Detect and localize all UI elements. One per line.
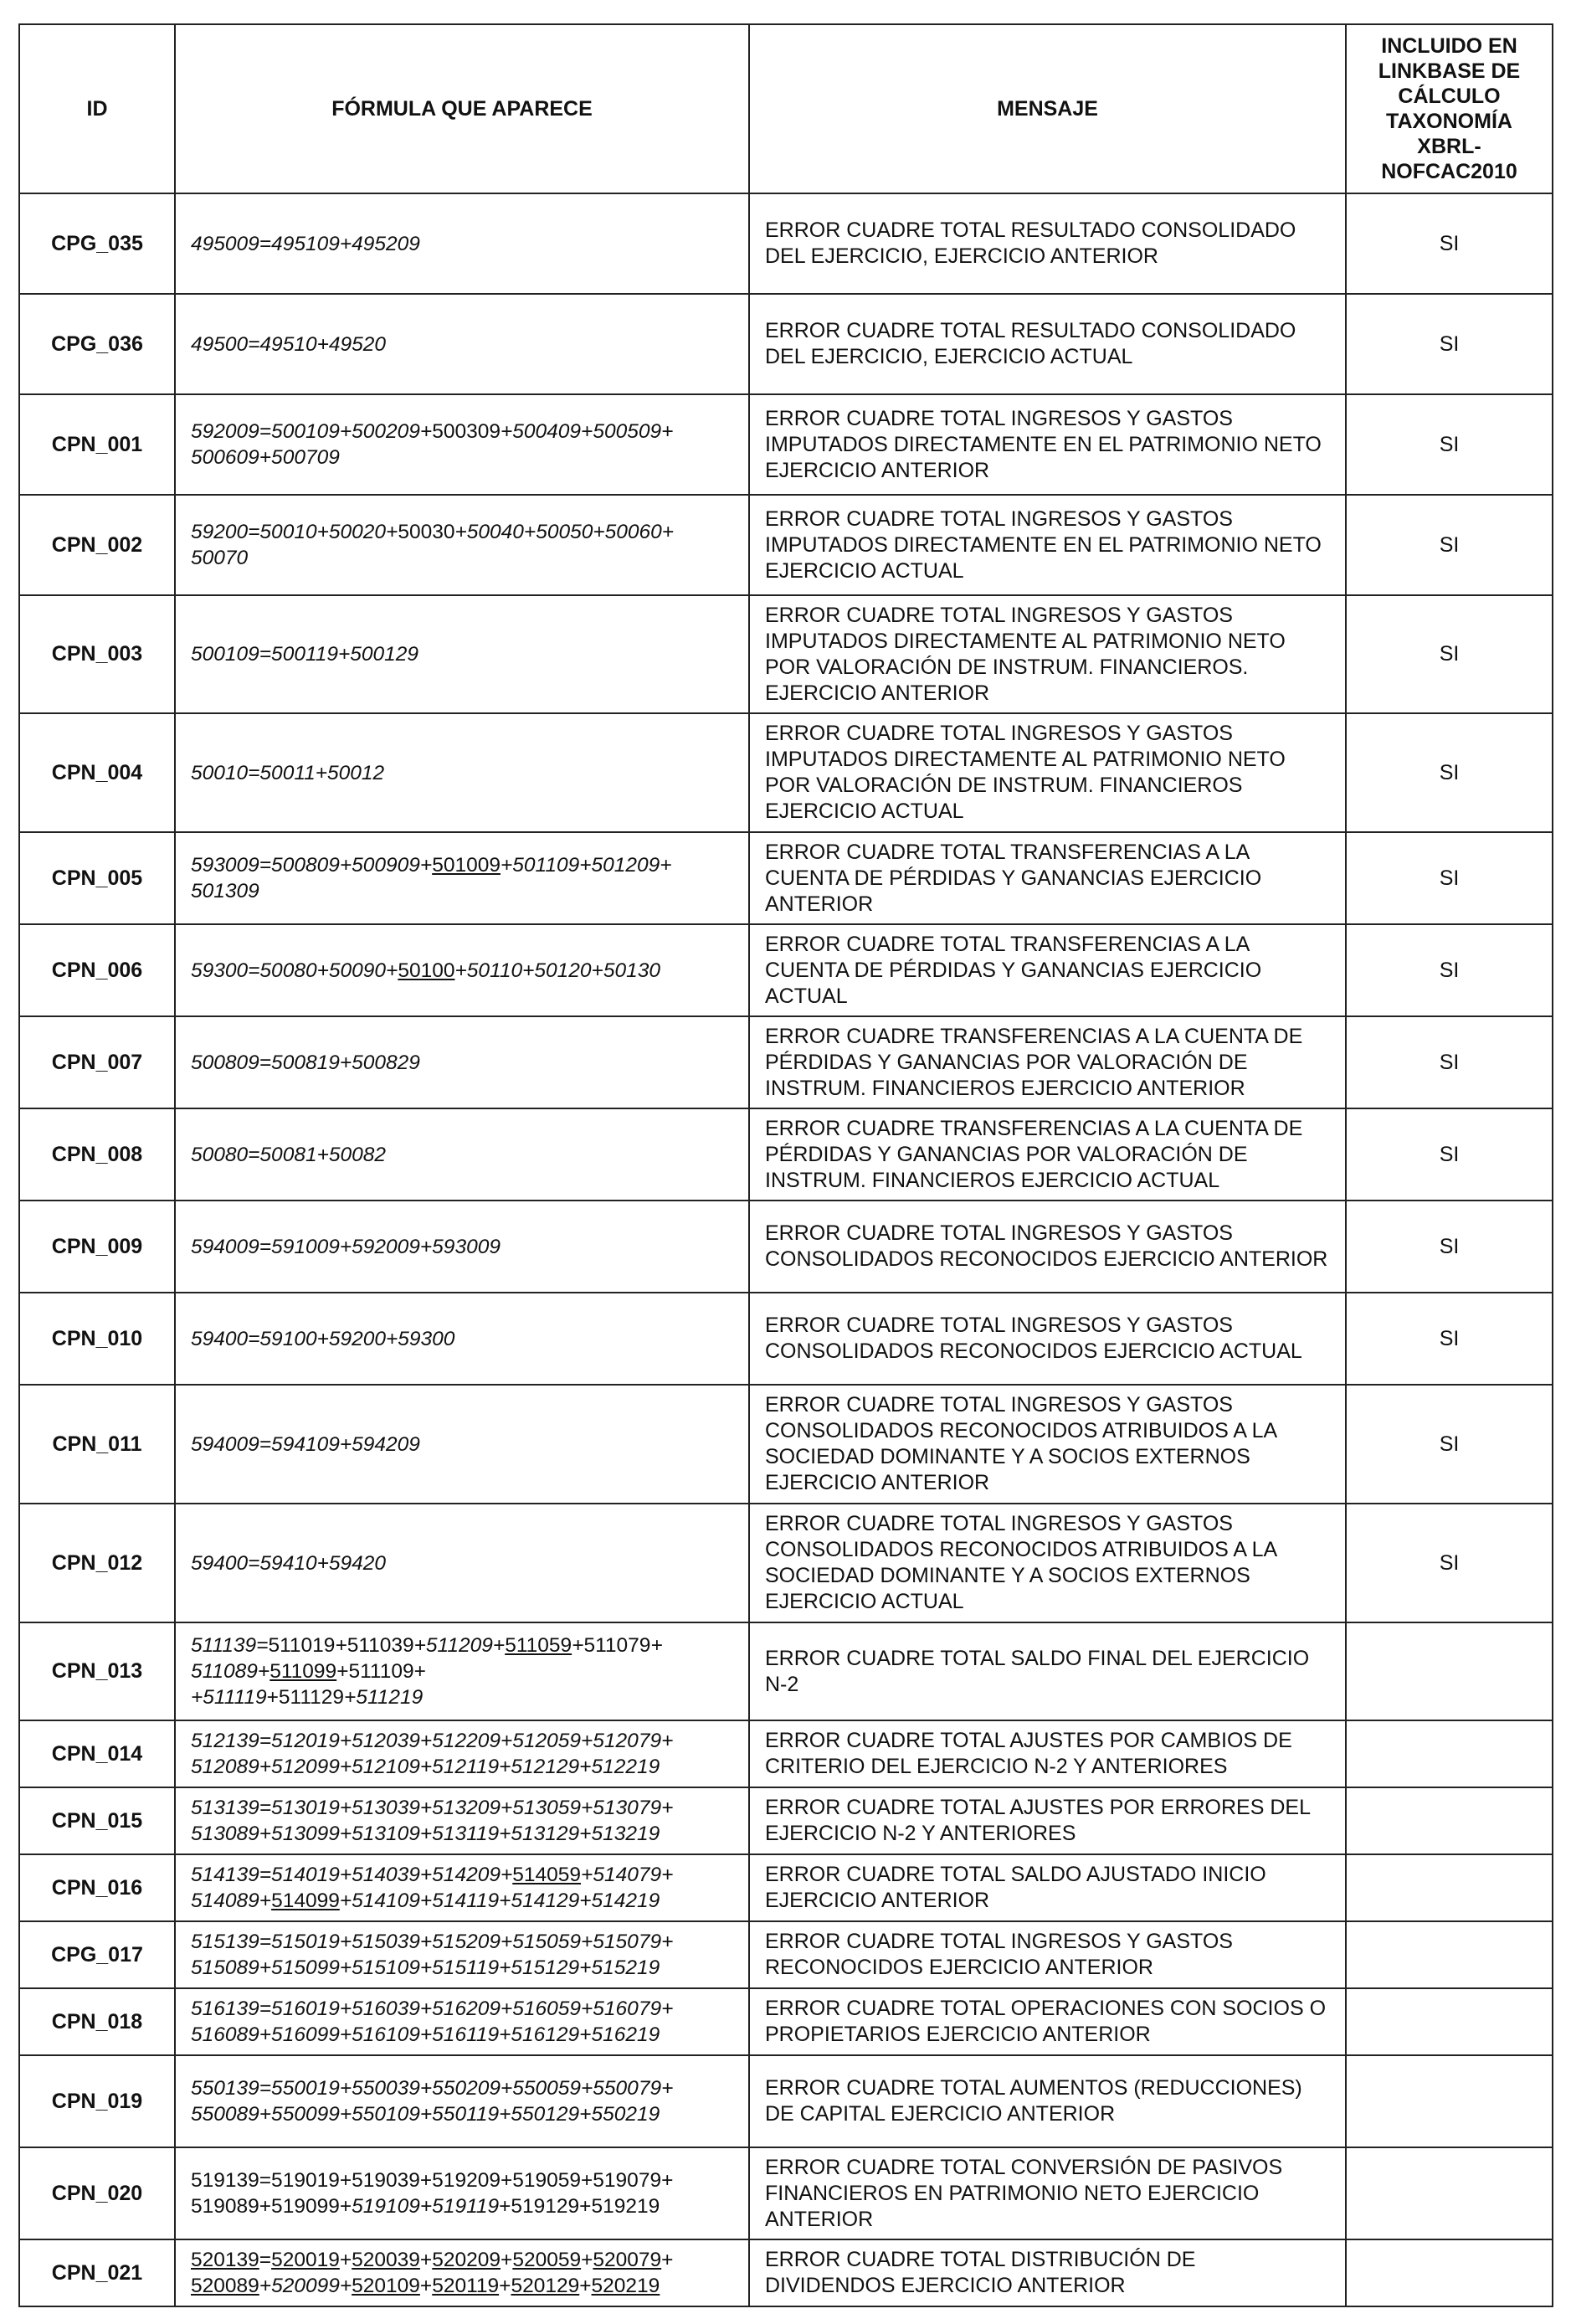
- rule-id-cell: CPN_008: [19, 1108, 175, 1201]
- formula-segment: +511109+: [336, 1660, 426, 1683]
- formula-cell: [175, 595, 749, 713]
- formula-segment: 519089+519099+: [191, 2195, 352, 2218]
- formula-segment: +500409+500509+: [500, 420, 674, 443]
- formula-segment: +: [335, 1634, 347, 1657]
- formula-segment: 592009=500109+500209+: [191, 420, 433, 443]
- formula-cell: [175, 1385, 749, 1504]
- formula-cell: [175, 1016, 749, 1108]
- rule-id-cell: CPN_005: [19, 832, 175, 924]
- table-row: [19, 2055, 1553, 2147]
- formula-cell: [175, 193, 749, 294]
- formula-segment: 495009=495109+495209: [191, 232, 420, 255]
- included-cell: [1346, 1720, 1553, 1787]
- included-cell: SI: [1346, 1504, 1553, 1622]
- message-cell: ERROR CUADRE TOTAL INGRESOS Y GASTOS CONSOLIDADOS RECONOCIDOS EJERCICIO ACTUAL: [749, 1293, 1346, 1385]
- formula-cell: [175, 495, 749, 595]
- document-page: [18, 23, 1552, 2307]
- formula-segment: 511019: [268, 1634, 336, 1657]
- formula-segment: +: [650, 1634, 663, 1657]
- formula-segment: 515089+515099+515109+515119+515129+515219: [191, 1956, 660, 1979]
- included-cell: [1346, 1622, 1553, 1720]
- formula-segment: 520139: [191, 2249, 259, 2271]
- included-cell: SI: [1346, 924, 1553, 1016]
- formula-segment: 515139=515019+515039+515209+515059+515079+: [191, 1931, 674, 1953]
- formula-segment: +514079+: [581, 1864, 674, 1886]
- formula-cell: [175, 2239, 749, 2306]
- table-row: [19, 1385, 1553, 1504]
- formula-segment: 514059: [512, 1864, 582, 1886]
- formula-segment: +: [419, 2275, 433, 2297]
- formula-segment: 511139=: [191, 1634, 269, 1657]
- formula-segment: 520059: [512, 2249, 582, 2271]
- formula-segment: 501009: [432, 854, 501, 877]
- formula-line: [191, 1821, 733, 1847]
- formula-line: [191, 1684, 733, 1710]
- formula-line: [191, 2101, 733, 2127]
- rule-id-cell: CPN_009: [19, 1201, 175, 1293]
- rule-id-cell: CPN_007: [19, 1016, 175, 1108]
- rule-id-cell: CPG_017: [19, 1921, 175, 1988]
- formula-cell: [175, 1854, 749, 1921]
- formula-segment: 50100: [398, 959, 455, 982]
- rule-id-cell: CPN_006: [19, 924, 175, 1016]
- included-cell: SI: [1346, 193, 1553, 294]
- table-row: [19, 595, 1553, 713]
- formula-cell: [175, 1504, 749, 1622]
- formula-cell: [175, 1108, 749, 1201]
- table-row: [19, 1201, 1553, 1293]
- rule-id-cell: CPN_010: [19, 1293, 175, 1385]
- rule-id-cell: CPN_011: [19, 1385, 175, 1504]
- formula-segment: 513089+513099+513109+513119+513129+513219: [191, 1823, 660, 1845]
- formula-line: [191, 1050, 733, 1076]
- message-cell: ERROR CUADRE TOTAL INGRESOS Y GASTOS IMPUTADOS DIRECTAMENTE EN EL PATRIMONIO NETO EJERCICIO ANTERIOR: [749, 394, 1346, 495]
- formula-segment: 513139=513019+513039+513209+513059+513079+: [191, 1797, 674, 1819]
- message-cell: ERROR CUADRE TOTAL INGRESOS Y GASTOS RECONOCIDOS EJERCICIO ANTERIOR: [749, 1921, 1346, 1988]
- included-cell: SI: [1346, 1293, 1553, 1385]
- formula-segment: +519129+519219: [499, 2195, 660, 2218]
- table-body: [19, 193, 1553, 2306]
- message-cell: ERROR CUADRE TOTAL RESULTADO CONSOLIDADO DEL EJERCICIO, EJERCICIO ACTUAL: [749, 294, 1346, 394]
- rule-id-cell: CPN_016: [19, 1854, 175, 1921]
- formula-segment: 512139=512019+512039+512209+512059+512079+: [191, 1730, 674, 1752]
- table-row: [19, 1854, 1553, 1921]
- formula-line: [191, 419, 733, 445]
- formula-segment: +511219: [344, 1686, 424, 1709]
- included-cell: [1346, 2239, 1553, 2306]
- formula-cell: [175, 1201, 749, 1293]
- header-included: INCLUIDO EN LINKBASE DE CÁLCULO TAXONOMÍA XBRL-NOFCAC2010: [1346, 24, 1553, 193]
- message-cell: ERROR CUADRE TOTAL DISTRIBUCIÓN DE DIVIDENDOS EJERCICIO ANTERIOR: [749, 2239, 1346, 2306]
- formula-segment: +: [499, 2275, 511, 2297]
- formula-line: [191, 1862, 733, 1888]
- formula-cell: [175, 1622, 749, 1720]
- rule-id-cell: CPN_004: [19, 713, 175, 832]
- included-cell: SI: [1346, 713, 1553, 832]
- formula-segment: 516089+516099+516109+516119+516129+516219: [191, 2023, 660, 2046]
- formula-segment: 59400=59410+59420: [191, 1551, 387, 1575]
- formula-segment: 500309: [432, 420, 501, 443]
- rule-id-cell: CPN_013: [19, 1622, 175, 1720]
- table-row: [19, 1622, 1553, 1720]
- formula-segment: =: [259, 2249, 272, 2271]
- formula-segment: 50030: [398, 521, 455, 543]
- message-cell: ERROR CUADRE TOTAL INGRESOS Y GASTOS CONSOLIDADOS RECONOCIDOS ATRIBUIDOS A LA SOCIEDAD DOMINANTE Y A SOCIOS EXTERNOS EJERCICIO ACTUAL: [749, 1504, 1346, 1622]
- formula-line: [191, 1795, 733, 1821]
- message-cell: ERROR CUADRE TOTAL RESULTADO CONSOLIDADO DEL EJERCICIO, EJERCICIO ANTERIOR: [749, 193, 1346, 294]
- formula-cell: [175, 713, 749, 832]
- formula-line: [191, 878, 733, 904]
- message-cell: ERROR CUADRE TOTAL INGRESOS Y GASTOS IMPUTADOS DIRECTAMENTE AL PATRIMONIO NETO POR VALORACIÓN DE INSTRUM. FINANCIEROS. EJERCICIO ANTERIOR: [749, 595, 1346, 713]
- formula-line: [191, 519, 733, 545]
- included-cell: [1346, 1854, 1553, 1921]
- message-cell: ERROR CUADRE TOTAL INGRESOS Y GASTOS CONSOLIDADOS RECONOCIDOS EJERCICIO ANTERIOR: [749, 1201, 1346, 1293]
- formula-cell: [175, 1921, 749, 1988]
- formula-segment: 593009=500809+500909+: [191, 854, 433, 877]
- message-cell: ERROR CUADRE TOTAL SALDO AJUSTADO INICIO EJERCICIO ANTERIOR: [749, 1854, 1346, 1921]
- formula-line: [191, 332, 733, 357]
- rule-id-cell: CPG_035: [19, 193, 175, 294]
- included-cell: SI: [1346, 1201, 1553, 1293]
- formula-line: [191, 1728, 733, 1754]
- formula-line: [191, 1996, 733, 2022]
- formula-segment: 511039: [347, 1634, 414, 1657]
- formula-cell: [175, 1787, 749, 1854]
- message-cell: ERROR CUADRE TOTAL SALDO FINAL DEL EJERCICIO N-2: [749, 1622, 1346, 1720]
- table-row: [19, 1988, 1553, 2055]
- formula-segment: 511079: [583, 1634, 651, 1657]
- formula-line: [191, 2167, 733, 2193]
- formula-segment: +511129: [266, 1686, 345, 1709]
- formula-segment: +50110+50120+50130: [454, 959, 660, 982]
- included-cell: [1346, 2055, 1553, 2147]
- table-row: [19, 1787, 1553, 1854]
- formula-segment: +514109+514119+514129+514219: [339, 1890, 660, 1912]
- table-row: [19, 713, 1553, 832]
- table-row: [19, 1293, 1553, 1385]
- included-cell: SI: [1346, 832, 1553, 924]
- formula-line: [191, 852, 733, 878]
- table-row: [19, 2239, 1553, 2306]
- included-cell: [1346, 2147, 1553, 2239]
- formula-cell: [175, 924, 749, 1016]
- formula-segment: 594009=591009+592009+593009: [191, 1235, 501, 1258]
- message-cell: ERROR CUADRE TOTAL INGRESOS Y GASTOS CONSOLIDADOS RECONOCIDOS ATRIBUIDOS A LA SOCIEDAD DOMINANTE Y A SOCIOS EXTERNOS EJERCICIO ANTERIOR: [749, 1385, 1346, 1504]
- included-cell: SI: [1346, 1108, 1553, 1201]
- formula-line: [191, 1550, 733, 1576]
- formula-line: [191, 2247, 733, 2273]
- formula-line: [191, 545, 733, 571]
- formula-segment: 511099: [270, 1660, 337, 1683]
- formula-line: [191, 2193, 733, 2219]
- formula-line: [191, 1142, 733, 1168]
- formula-cell: [175, 832, 749, 924]
- formula-segment: 520109: [352, 2275, 420, 2297]
- header-formula: FÓRMULA QUE APARECE: [175, 24, 749, 193]
- formula-segment: 59200=50010+50020+: [191, 521, 398, 543]
- formula-segment: 520039: [352, 2249, 420, 2271]
- formula-segment: +511119: [191, 1686, 267, 1709]
- formula-segment: +: [339, 2249, 352, 2271]
- message-cell: ERROR CUADRE TOTAL AJUSTES POR CAMBIOS DE CRITERIO DEL EJERCICIO N-2 Y ANTERIORES: [749, 1720, 1346, 1787]
- message-cell: ERROR CUADRE TOTAL OPERACIONES CON SOCIOS O PROPIETARIOS EJERCICIO ANTERIOR: [749, 1988, 1346, 2055]
- formula-segment: +520099+: [259, 2275, 352, 2297]
- formula-segment: 514089+: [191, 1890, 272, 1912]
- formula-line: [191, 641, 733, 667]
- formula-segment: +50040+50050+50060+: [454, 521, 675, 543]
- formula-line: [191, 2075, 733, 2101]
- formula-segment: 500609+500709: [191, 446, 340, 469]
- formula-segment: 500809=500819+500829: [191, 1051, 420, 1074]
- formula-line: [191, 1955, 733, 1981]
- formula-segment: 59300=50080+50090+: [191, 959, 398, 982]
- rule-id-cell: CPN_020: [19, 2147, 175, 2239]
- formula-cell: [175, 2055, 749, 2147]
- formula-segment: 514139=514019+514039+514209+: [191, 1864, 513, 1886]
- rule-id-cell: CPN_001: [19, 394, 175, 495]
- included-cell: SI: [1346, 1385, 1553, 1504]
- formula-line: [191, 1432, 733, 1458]
- table-row: [19, 193, 1553, 294]
- formula-line: [191, 1658, 733, 1684]
- table-row: [19, 1108, 1553, 1201]
- formula-cell: [175, 2147, 749, 2239]
- formula-line: [191, 1888, 733, 1914]
- included-cell: SI: [1346, 294, 1553, 394]
- formula-segment: 49500=49510+49520: [191, 332, 387, 356]
- formula-segment: 519109+519119: [352, 2195, 500, 2218]
- formula-segment: 519139=519019+519039+519209+519059+519079+: [191, 2169, 674, 2192]
- included-cell: SI: [1346, 495, 1553, 595]
- message-cell: ERROR CUADRE TOTAL TRANSFERENCIAS A LA CUENTA DE PÉRDIDAS Y GANANCIAS EJERCICIO ANTERIOR: [749, 832, 1346, 924]
- formula-line: [191, 2273, 733, 2299]
- included-cell: [1346, 1921, 1553, 1988]
- formula-segment: 520129: [511, 2275, 580, 2297]
- formula-segment: 520019: [271, 2249, 340, 2271]
- table-row: [19, 294, 1553, 394]
- table-row: [19, 495, 1553, 595]
- rule-id-cell: CPN_003: [19, 595, 175, 713]
- message-cell: ERROR CUADRE TOTAL TRANSFERENCIAS A LA CUENTA DE PÉRDIDAS Y GANANCIAS EJERCICIO ACTUAL: [749, 924, 1346, 1016]
- formula-segment: 550089+550099+550109+550119+550129+550219: [191, 2103, 660, 2126]
- included-cell: SI: [1346, 595, 1553, 713]
- formula-line: [191, 1929, 733, 1955]
- included-cell: SI: [1346, 394, 1553, 495]
- formula-segment: 520219: [591, 2275, 660, 2297]
- formula-cell: [175, 394, 749, 495]
- header-row: [19, 24, 1553, 193]
- formula-segment: +: [501, 2249, 513, 2271]
- formula-segment: 511089+: [191, 1660, 270, 1683]
- formula-segment: +: [419, 2249, 433, 2271]
- rule-id-cell: CPN_012: [19, 1504, 175, 1622]
- formula-segment: +511209+: [413, 1634, 506, 1657]
- header-id: ID: [19, 24, 175, 193]
- message-cell: ERROR CUADRE TOTAL AUMENTOS (REDUCCIONES) DE CAPITAL EJERCICIO ANTERIOR: [749, 2055, 1346, 2147]
- formula-segment: 594009=594109+594209: [191, 1432, 420, 1456]
- formula-segment: +501109+501209+: [500, 854, 672, 877]
- rule-id-cell: CPN_015: [19, 1787, 175, 1854]
- table-row: [19, 832, 1553, 924]
- formula-line: [191, 445, 733, 470]
- formula-cell: [175, 294, 749, 394]
- rule-id-cell: CPN_018: [19, 1988, 175, 2055]
- formula-segment: 550139=550019+550039+550209+550059+550079+: [191, 2077, 674, 2100]
- message-cell: ERROR CUADRE TRANSFERENCIAS A LA CUENTA DE PÉRDIDAS Y GANANCIAS POR VALORACIÓN DE INSTRUM. FINANCIEROS EJERCICIO ANTERIOR: [749, 1016, 1346, 1108]
- table-row: [19, 924, 1553, 1016]
- message-cell: ERROR CUADRE TOTAL INGRESOS Y GASTOS IMPUTADOS DIRECTAMENTE EN EL PATRIMONIO NETO EJERCICIO ACTUAL: [749, 495, 1346, 595]
- formula-segment: +: [579, 2275, 592, 2297]
- message-cell: ERROR CUADRE TOTAL INGRESOS Y GASTOS IMPUTADOS DIRECTAMENTE AL PATRIMONIO NETO POR VALORACIÓN DE INSTRUM. FINANCIEROS EJERCICIO ACTUAL: [749, 713, 1346, 832]
- rule-id-cell: CPN_021: [19, 2239, 175, 2306]
- included-cell: [1346, 1787, 1553, 1854]
- message-cell: ERROR CUADRE TOTAL AJUSTES POR ERRORES DEL EJERCICIO N-2 Y ANTERIORES: [749, 1787, 1346, 1854]
- table-row: [19, 2147, 1553, 2239]
- formula-line: [191, 231, 733, 257]
- formula-cell: [175, 1720, 749, 1787]
- formula-segment: 512089+512099+512109+512119+512129+512219: [191, 1756, 660, 1778]
- formula-segment: 520089: [191, 2275, 259, 2297]
- formula-segment: 516139=516019+516039+516209+516059+516079+: [191, 1998, 674, 2020]
- rule-id-cell: CPN_019: [19, 2055, 175, 2147]
- formula-cell: [175, 1293, 749, 1385]
- formula-line: [191, 2022, 733, 2048]
- formula-segment: 501309: [191, 880, 259, 902]
- formula-segment: 511059: [505, 1634, 572, 1657]
- formula-segment: 520079: [593, 2249, 662, 2271]
- formula-segment: 514099: [271, 1890, 340, 1912]
- table-row: [19, 1504, 1553, 1622]
- formula-segment: 500109=500119+500129: [191, 643, 419, 666]
- formula-segment: 520119: [432, 2275, 500, 2297]
- message-cell: ERROR CUADRE TRANSFERENCIAS A LA CUENTA DE PÉRDIDAS Y GANANCIAS POR VALORACIÓN DE INSTRUM. FINANCIEROS EJERCICIO ACTUAL: [749, 1108, 1346, 1201]
- formula-segment: +: [572, 1634, 584, 1657]
- formula-segment: 520209: [432, 2249, 501, 2271]
- rule-id-cell: CPN_002: [19, 495, 175, 595]
- formula-segment: +: [661, 2249, 674, 2271]
- formula-line: [191, 1234, 733, 1260]
- formula-line: [191, 1632, 733, 1658]
- formula-line: [191, 958, 733, 984]
- table-row: [19, 1016, 1553, 1108]
- formula-line: [191, 1754, 733, 1780]
- formula-segment: 50080=50081+50082: [191, 1143, 387, 1166]
- table-row: [19, 1720, 1553, 1787]
- formula-cell: [175, 1988, 749, 2055]
- formula-segment: 59400=59100+59200+59300: [191, 1327, 455, 1350]
- header-message: MENSAJE: [749, 24, 1346, 193]
- formula-segment: 50070: [191, 547, 249, 569]
- included-cell: SI: [1346, 1016, 1553, 1108]
- rule-id-cell: CPG_036: [19, 294, 175, 394]
- table-row: [19, 394, 1553, 495]
- table-row: [19, 1921, 1553, 1988]
- validation-rules-table: [18, 23, 1553, 2307]
- formula-line: [191, 760, 733, 786]
- rule-id-cell: CPN_014: [19, 1720, 175, 1787]
- message-cell: ERROR CUADRE TOTAL CONVERSIÓN DE PASIVOS FINANCIEROS EN PATRIMONIO NETO EJERCICIO ANTERIOR: [749, 2147, 1346, 2239]
- formula-line: [191, 1326, 733, 1352]
- formula-segment: 50010=50011+50012: [191, 761, 385, 784]
- formula-segment: +: [581, 2249, 593, 2271]
- included-cell: [1346, 1988, 1553, 2055]
